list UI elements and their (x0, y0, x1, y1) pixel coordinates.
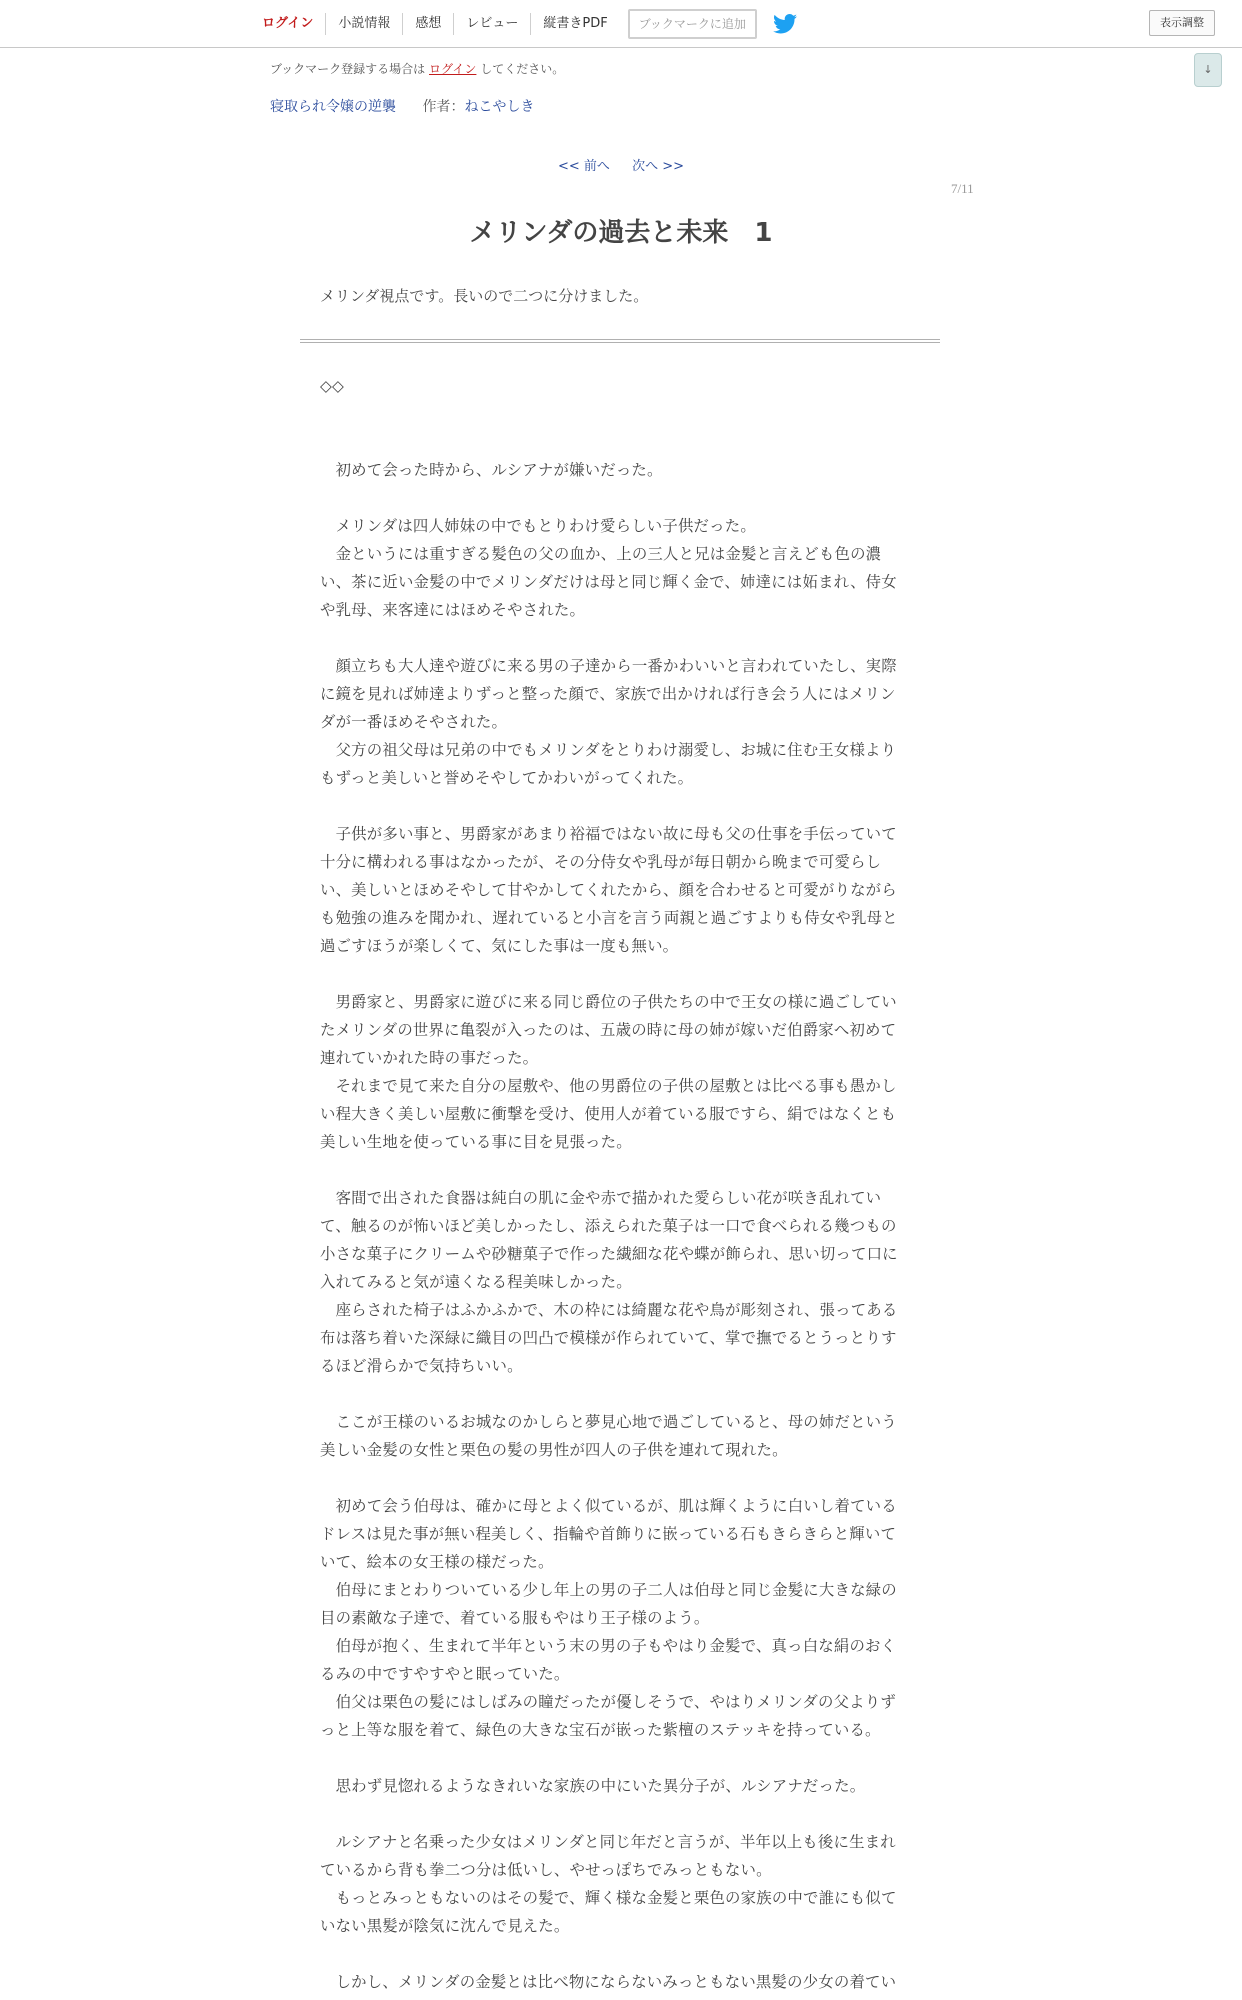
body-line: 連れていかれた時の事だった。 (320, 1049, 539, 1067)
body-line: 美しい金髪の女性と栗色の髪の男性が四人の子供を連れて現れた。 (320, 1441, 788, 1459)
chapter-title: メリンダの過去と未来 1 (469, 218, 773, 248)
body-line: 初めて会った時から、ルシアナが嫌いだった。 (320, 461, 663, 479)
body-line (320, 1380, 920, 1408)
body-line: ここが王様のいるお城なのかしらと夢見心地で過ごしていると、母の姉だという (320, 1413, 897, 1431)
body-line: るみの中ですやすやと眠っていた。 (320, 1665, 570, 1683)
next-chapter-link[interactable]: 次へ >> (632, 159, 684, 174)
body-line: いない黒髪が陰気に沈んで見えた。 (320, 1917, 570, 1935)
body-line (320, 960, 920, 988)
body-line: 目の素敵な子達で、着ている服もやはり王子様のよう。 (320, 1609, 710, 1627)
body-line: 座らされた椅子はふかふかで、木の枠には綺麗な花や鳥が彫刻され、張ってある (320, 1301, 898, 1319)
body-line: もっとみっともないのはその髪で、輝く様な金髪と栗色の家族の中で誰にも似て (320, 1889, 897, 1907)
series-title-link[interactable]: 寝取られ令嬢の逆襲 (270, 99, 396, 115)
body-line: 初めて会う伯母は、確かに母とよく似ているが、肌は輝くように白いし着ている (320, 1497, 897, 1515)
body-line: 過ごすほうが楽しくて、気にした事は一度も無い。 (320, 937, 679, 955)
notice-after: してください。 (480, 62, 565, 76)
scroll-down-button[interactable]: ↓ (1194, 53, 1222, 87)
top-header (0, 0, 1242, 48)
chapter-pager (0, 155, 1242, 174)
body-line: それまで見て来た自分の屋敷や、他の男爵位の子供の屋敷とは比べる事も愚かし (320, 1077, 897, 1095)
body-line (320, 1940, 920, 1968)
twitter-bird-svg (773, 14, 797, 34)
body-line: いて、絵本の女王様の様だった。 (320, 1553, 554, 1571)
body-line: 美しい生地を使っている事に目を見張った。 (320, 1133, 632, 1151)
body-line: 客間で出された食器は純白の肌に金や赤で描かれた愛らしい花が咲き乱れてい (320, 1189, 882, 1207)
body-line: 顔立ちも大人達や遊びに来る男の子達から一番かわいいと言われていたし、実際 (320, 657, 897, 675)
display-settings-button[interactable]: 表示調整 (1149, 10, 1215, 36)
nav-review[interactable]: レビュー (453, 13, 530, 35)
body-line: ルシアナと名乗った少女はメリンダと同じ年だと言うが、半年以上も後に生まれ (320, 1833, 896, 1851)
body-line: っと上等な服を着て、緑色の大きな宝石が嵌った紫檀のステッキを持っている。 (320, 1721, 881, 1739)
chapter-preface: メリンダ視点です。長いので二つに分けました。 (320, 287, 649, 305)
body-line: 伯母にまとわりついている少し年上の男の子二人は伯母と同じ金髪に大きな緑の (320, 1581, 897, 1599)
body-line: るほど滑らかで気持ちいい。 (320, 1357, 523, 1375)
body-line: ダが一番ほめそやされた。 (320, 713, 508, 731)
novel-body (320, 372, 920, 1996)
body-line: 子供が多い事と、男爵家があまり裕福ではない故に母も父の仕事を手伝っていて (320, 825, 897, 843)
series-info (270, 96, 534, 116)
author-label: 作者： (422, 99, 465, 115)
notice-before: ブックマーク登録する場合は (270, 62, 426, 76)
body-line: 十分に構われる事はなかったが、その分侍女や乳母が毎日朝から晩まで可愛らし (320, 853, 882, 871)
add-bookmark-button[interactable]: ブックマークに追加 (628, 9, 757, 39)
body-line: 布は落ち着いた深緑に織目の凹凸で模様が作られていて、掌で撫でるとうっとりす (320, 1329, 897, 1347)
body-line: メリンダは四人姉妹の中でもとりわけ愛らしい子供だった。 (320, 517, 756, 535)
body-line: 小さな菓子にクリームや砂糖菓子で作った繊細な花や蝶が飾られ、思い切って口に (320, 1245, 898, 1263)
body-line (320, 400, 920, 428)
body-line (320, 624, 920, 652)
body-line: も勉強の進みを聞かれ、遅れていると小言を言う両親と過ごすよりも侍女や乳母と (320, 909, 898, 927)
top-nav (252, 0, 799, 47)
body-line (320, 1744, 920, 1772)
body-line: 父方の祖父母は兄弟の中でもメリンダをとりわけ溺愛し、お城に住む王女様より (320, 741, 897, 759)
body-line (320, 1156, 920, 1184)
body-line: 伯父は栗色の髪にはしばみの瞳だったが優しそうで、やはりメリンダの父よりず (320, 1693, 896, 1711)
preface-divider (300, 339, 940, 343)
body-line: 男爵家と、男爵家に遊びに来る同じ爵位の子供たちの中で王女の様に過ごしてい (320, 993, 897, 1011)
body-line (320, 484, 920, 512)
body-line: しかし、メリンダの金髪とは比べ物にならないみっともない黒髪の少女の着てい (320, 1973, 897, 1991)
nav-login[interactable]: ログイン (262, 15, 314, 31)
body-line: もずっと美しいと誉めそやしてかわいがってくれた。 (320, 769, 694, 787)
body-line: 金というには重すぎる髪色の父の血か、上の三人と兄は金髪と言えども色の濃 (320, 545, 882, 563)
chapter-number: 7/11 (951, 181, 974, 196)
bookmark-login-notice (270, 60, 564, 77)
twitter-bird-icon[interactable] (773, 13, 799, 35)
body-line: 伯母が抱く、生まれて半年という末の男の子もやはり金髪で、真っ白な絹のおく (320, 1637, 897, 1655)
body-line: ◇◇ (320, 377, 345, 395)
body-line: て、触るのが怖いほど美しかったし、添えられた菓子は一口で食べられる幾つもの (320, 1217, 897, 1235)
prev-chapter-link[interactable]: << 前へ (558, 159, 610, 174)
body-line (320, 1464, 920, 1492)
body-line: い、美しいとほめそやして甘やかしてくれたから、顔を合わせると可愛がりながら (320, 881, 897, 899)
body-line: 思わず見惚れるようなきれいな家族の中にいた異分子が、ルシアナだった。 (320, 1777, 866, 1795)
nav-impressions[interactable]: 感想 (402, 13, 453, 35)
body-line: ドレスは見た事が無い程美しく、指輪や首飾りに嵌っている石もきらきらと輝いて (320, 1525, 897, 1543)
body-line: 入れてみると気が遠くなる程美味しかった。 (320, 1273, 632, 1291)
body-line: い程大きく美しい屋敷に衝撃を受け、使用人が着ている服ですら、絹ではなくとも (320, 1105, 897, 1123)
body-line: ているから背も拳二つ分は低いし、やせっぽちでみっともない。 (320, 1861, 772, 1879)
body-line: い、茶に近い金髪の中でメリンダだけは母と同じ輝く金で、姉達には妬まれ、侍女 (320, 573, 897, 591)
body-line (320, 428, 920, 456)
nav-novel-info[interactable]: 小説情報 (325, 13, 402, 35)
author-name-link[interactable]: ねこやしき (464, 99, 535, 115)
notice-login-link[interactable]: ログイン (429, 62, 477, 76)
body-line: たメリンダの世界に亀裂が入ったのは、五歳の時に母の姉が嫁いだ伯爵家へ初めて (320, 1021, 897, 1039)
nav-vertical-pdf[interactable]: 縦書きPDF (530, 13, 619, 35)
body-line (320, 1800, 920, 1828)
body-line (320, 792, 920, 820)
body-line: や乳母、来客達にはほめそやされた。 (320, 601, 586, 619)
body-line: に鏡を見れば姉達よりずっと整った顔で、家族で出かければ行き会う人にはメリン (320, 685, 896, 703)
